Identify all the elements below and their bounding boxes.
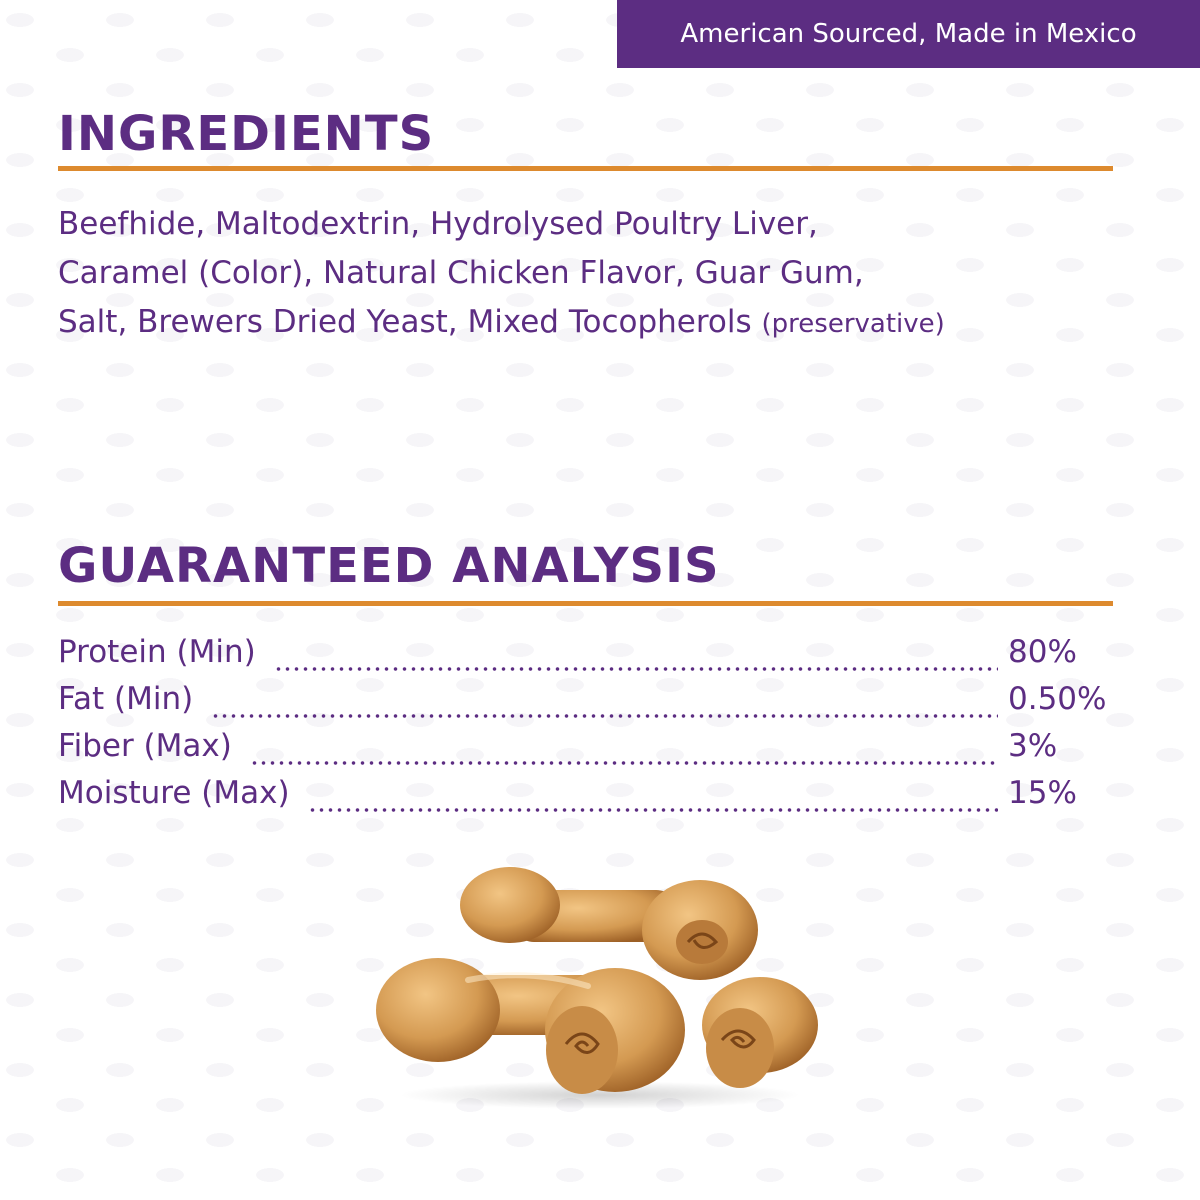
analysis-value: 0.50% (1008, 681, 1107, 717)
ingredients-line-2: Caramel (Color), Natural Chicken Flavor, Guar Gum, (58, 255, 864, 291)
analysis-table (58, 634, 1133, 822)
analysis-label: Fat (Min) (58, 681, 194, 717)
dot-leader (308, 808, 998, 812)
analysis-value: 15% (1008, 775, 1077, 811)
analysis-divider (58, 601, 1113, 606)
analysis-row-protein (58, 634, 1133, 681)
analysis-label: Fiber (Max) (58, 728, 232, 764)
ingredients-heading: INGREDIENTS (58, 106, 435, 162)
analysis-row-moisture (58, 775, 1133, 822)
analysis-row-fat (58, 681, 1133, 728)
ingredients-line-3: Salt, Brewers Dried Yeast, Mixed Tocopherols (58, 304, 752, 340)
analysis-value: 80% (1008, 634, 1077, 670)
analysis-label: Protein (Min) (58, 634, 256, 670)
dot-leader (211, 714, 998, 718)
analysis-value: 3% (1008, 728, 1058, 764)
ingredients-line-1: Beefhide, Maltodextrin, Hydrolysed Poultry Liver, (58, 206, 818, 242)
dot-leader (250, 761, 998, 765)
ingredients-note: (preservative) (761, 309, 945, 339)
analysis-heading: GUARANTEED ANALYSIS (58, 538, 720, 594)
analysis-label: Moisture (Max) (58, 775, 290, 811)
ingredients-divider (58, 166, 1113, 171)
analysis-row-fiber (58, 728, 1133, 775)
ingredients-text (58, 200, 1158, 349)
dot-leader (274, 667, 998, 671)
origin-badge (617, 0, 1200, 68)
rawhide-bone-icon (370, 860, 830, 1110)
origin-badge-text: American Sourced, Made in Mexico (680, 19, 1137, 49)
